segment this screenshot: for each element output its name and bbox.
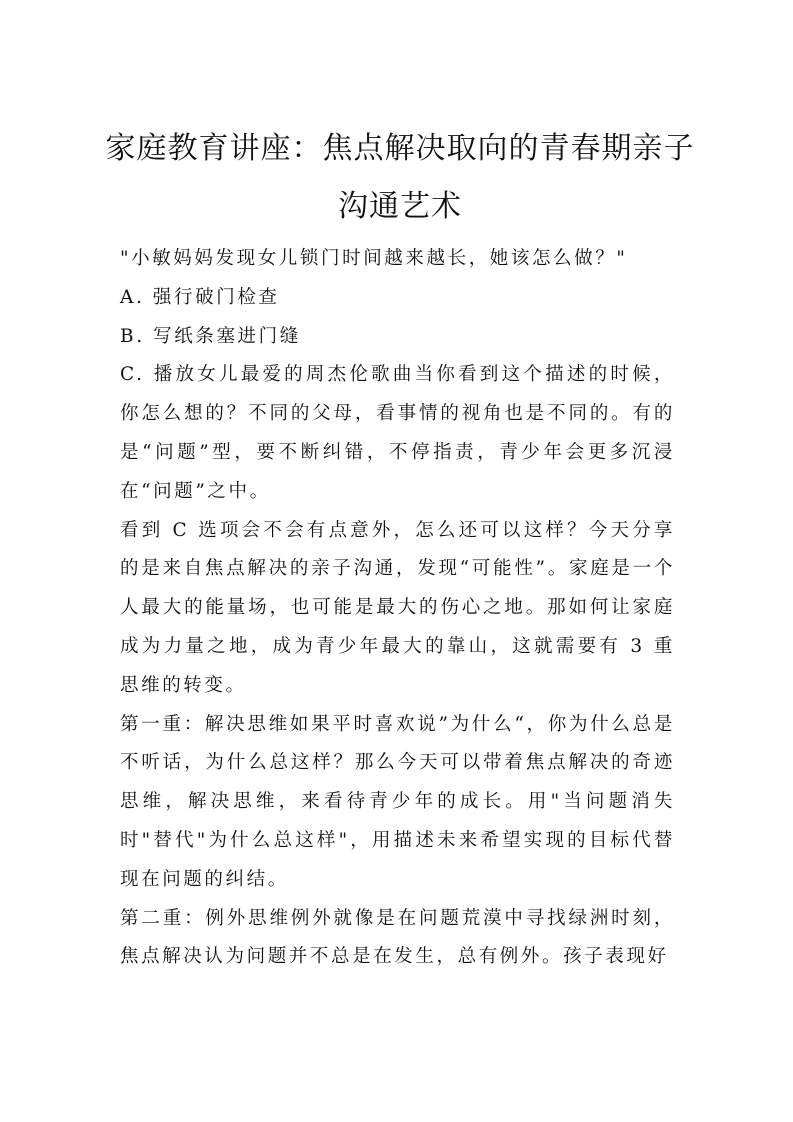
option-b: B. 写纸条塞进门缝	[120, 325, 301, 347]
intro-paragraph: 看到 C 选项会不会有点意外，怎么还可以这样？今天分享的是来自焦点解决的亲子沟通，发现“可能性”。家庭是一个人最大的能量场，也可能是最大的伤心之地。那如何让家庭成为力量之地，成为青少年最大的靠山，这就需要有 3 重思维的转变。	[120, 519, 675, 696]
title-line-2: 沟通艺术	[338, 189, 462, 224]
first-mindset-paragraph: 第一重：解决思维如果平时喜欢说”为什么“，你为什么总是不听话，为什么总这样？那么今天可以带着焦点解决的奇迹思维，解决思维，来看待青少年的成长。用"当问题消失时"替代"为什么总这样"，用描述未来希望实现的目标代替现在问题的纠结。	[120, 713, 675, 890]
document-body	[120, 240, 675, 977]
question-paragraph: "小敏妈妈发现女儿锁门时间越来越长，她该怎么做？"	[120, 248, 628, 269]
option-c-paragraph: C. 播放女儿最爱的周杰伦歌曲当你看到这个描述的时候，你怎么想的？不同的父母，看事情的视角也是不同的。有的是“问题”型，要不断纠错，不停指责，青少年会更多沉浸在“问题”之中。	[120, 364, 675, 502]
title-line-1: 家庭教育讲座：焦点解决取向的青春期亲子	[105, 131, 695, 166]
document-title	[100, 120, 700, 236]
option-a: A. 强行破门检查	[120, 286, 280, 308]
second-mindset-paragraph: 第二重：例外思维例外就像是在问题荒漠中寻找绿洲时刻，焦点解决认为问题并不总是在发生，总有例外。孩子表现好	[120, 907, 675, 968]
